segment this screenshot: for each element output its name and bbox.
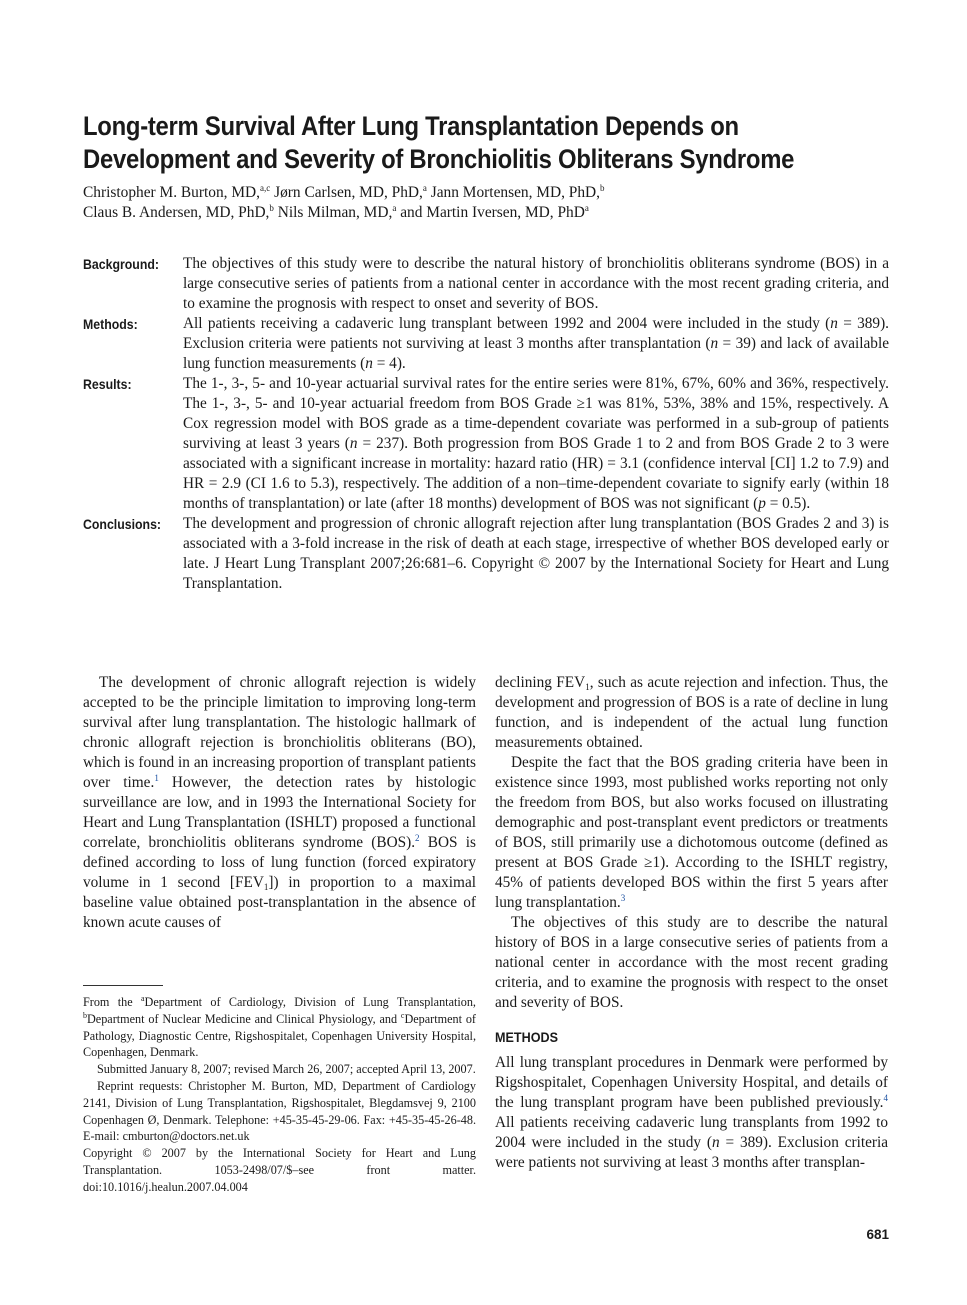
citation-link[interactable]: 1 bbox=[154, 773, 159, 783]
footnote-divider bbox=[83, 985, 163, 986]
citation-link[interactable]: 3 bbox=[620, 893, 626, 903]
body-paragraph: The development of chronic allograft rejection is widely accepted to be the principle limitation to improving long-term survival after lung transplantation. The histologic hallmark of chronic allograft rejection is bronchiolitis obliterans (BO), which is found in an increasing proportion of transplant patients over time.$^1$ However, the detection rates by histologic surveillance are low, and in 1993 the International Society for Heart and Lung Transplantation (ISHLT) proposed a functional correlate, bronchiolitis obliterans syndrome (BOS).$^2$ BOS is defined according to loss of lung function (forced expiratory volume in 1 second $[FEV_1]$) in proportion to a maximal baseline value obtained post-transplantation in the absence of known acute causes of bbox=[83, 674, 476, 931]
author-name: Nils Milman, MD, bbox=[273, 204, 393, 221]
abstract-results bbox=[83, 374, 889, 514]
abstract bbox=[83, 254, 889, 594]
affiliation-marker: b bbox=[600, 183, 605, 193]
abstract-label: Background: bbox=[83, 256, 159, 272]
affiliation-marker: a bbox=[422, 183, 427, 193]
author-name: Jann Mortensen, MD, PhD, bbox=[426, 184, 601, 201]
body-paragraph: declining $FEV_1$, such as acute rejection and infection. Thus, the development and progression of BOS is a rate of decline in lung function, and is independent of the actual lung function measurements obtained. bbox=[495, 674, 888, 751]
author-list bbox=[83, 183, 903, 223]
abstract-text: All patients receiving a cadaveric lung transplant between 1992 and 2004 were included in the study (n = 389). Exclusion criteria were patients not surviving at least 3 months after transplantation (n = 39) and lack of available lung function measurements (n = 4). bbox=[183, 315, 890, 372]
body-paragraph: The objectives of this study are to describe the natural history of BOS in a large consecutive series of patients from a national center in accordance with the most recent grading criteria, and to examine the prognosis with respect to the onset and severity of BOS. bbox=[495, 914, 888, 1011]
author-line-2 bbox=[83, 203, 903, 223]
affiliation-marker: b bbox=[269, 203, 274, 213]
abstract-label: Methods: bbox=[83, 316, 138, 332]
abstract-text: The 1-, 3-, 5- and 10-year actuarial survival rates for the entire series were 81%, 67%, 60% and 36%, respectively. The 1-, 3-, 5- and 10-year actuarial freedom from BOS Grade ≥1 was 81%, 53%, 38% and 15%, respectively. A Cox regression model with BOS grade as a time-dependent covariate was performed in a sub-group of patients surviving at least 3 years (n = 237). Both progression from BOS Grade 1 to 2 and from BOS Grade 2 to 3 were associated with a significant increase in mortality: hazard ratio (HR) = 3.1 (confidence interval [CI] 1.2 to 7.9) and HR = 2.9 (CI 1.6 to 5.3), respectively. The addition of a non–time-dependent covariate to signify early (within 18 months of transplantation) or late (after 18 months) development of BOS was not significant (p = 0.5). bbox=[183, 375, 890, 512]
abstract-label: Conclusions: bbox=[83, 516, 162, 532]
footnote-submitted: Submitted January 8, 2007; revised March 26, 2007; accepted April 13, 2007. bbox=[97, 1062, 476, 1077]
author-name: Jørn Carlsen, MD, PhD, bbox=[270, 184, 423, 201]
body-paragraph: All lung transplant procedures in Denmark were performed by Rigshospitalet, Copenhagen University Hospital, and details of the lung transplant program have been published previously.$^4$ All patients receiving cadaveric lung transplants from 1992 to 2004 were included in the study (n = 389). Exclusion criteria were patients not surviving at least 3 months after transplan- bbox=[495, 1054, 889, 1171]
abstract-text: The development and progression of chronic allograft rejection after lung transplantation (BOS Grades 2 and 3) is associated with a 3-fold increase in the risk of death at each stage, irrespective of whether BOS developed early or late. J Heart Lung Transplant 2007;26:681–6. Copyright © 2007 by the International Society for Heart and Lung Transplantation. bbox=[183, 515, 889, 592]
body-column-left bbox=[83, 673, 476, 933]
body-column-right bbox=[495, 673, 888, 1173]
body-paragraph: Despite the fact that the BOS grading criteria have been in existence since 1993, most published works reporting not only the freedom from BOS, but also works focused on illustrating demographic and post-transplant event predictors or treatments of BOS, still primarily use a dichotomous outcome (defined as present at BOS Grade ≥1). According to the ISHLT registry, 45% of patients developed BOS within the first 5 years after lung transplantation.$^3$ bbox=[495, 754, 888, 911]
author-name: Claus B. Andersen, MD, PhD, bbox=[83, 204, 270, 221]
article-title: Long-term Survival After Lung Transplantation Depends on Development and Severity of Bronchiolitis Obliterans Syndrome bbox=[83, 111, 795, 174]
footnotes bbox=[83, 994, 476, 1196]
affiliation-marker: a bbox=[584, 203, 589, 213]
abstract-conclusions bbox=[83, 514, 889, 594]
abstract-label: Results: bbox=[83, 376, 132, 392]
abstract-background bbox=[83, 254, 889, 314]
author-name: Christopher M. Burton, MD, bbox=[83, 184, 260, 201]
citation-link[interactable]: 4 bbox=[883, 1093, 888, 1103]
footnote-copyright: Copyright © 2007 by the International Society for Heart and Lung Transplantation. 1053-2498/07/$–see front matter. doi:10.1016/j.healun.2007.04.004 bbox=[83, 1146, 476, 1194]
author-name: and Martin Iversen, MD, PhD bbox=[396, 204, 585, 221]
section-heading: METHODS bbox=[495, 1029, 558, 1045]
footnote-reprint: Reprint requests: Christopher M. Burton, MD, Department of Cardiology 2141, Division of Lung Transplantation, Rigshospitalet, Blegdamsvej 9, 2100 Copenhagen Ø, Denmark. Telephone: +45-35-45-29-06. Fax: +45-35-45-26-48. E-mail: cmburton@doctors.net.uk bbox=[83, 1078, 476, 1144]
author-line-1 bbox=[83, 183, 903, 203]
abstract-text: The objectives of this study were to describe the natural history of bronchiolitis obliterans syndrome (BOS) in a large consecutive series of patients from a national center in accordance with the most recent grading criteria, and to examine the prognosis with respect to onset and severity of BOS. bbox=[183, 255, 889, 312]
footnote-affiliations: From the $^a$Department of Cardiology, Division of Lung Transplantation, $^b$Department of Nuclear Medicine and Clinical Physiology, and $^c$Department of Pathology, Diagnostic Centre, Rigshospitalet, Copenhagen University Hospital, Copenhagen, Denmark. bbox=[83, 994, 476, 1060]
page-number: 681 bbox=[866, 1227, 889, 1242]
affiliation-marker: a bbox=[392, 203, 397, 213]
citation-link[interactable]: 2 bbox=[415, 833, 420, 843]
affiliation-marker: a,c bbox=[260, 183, 271, 193]
abstract-methods bbox=[83, 314, 889, 374]
